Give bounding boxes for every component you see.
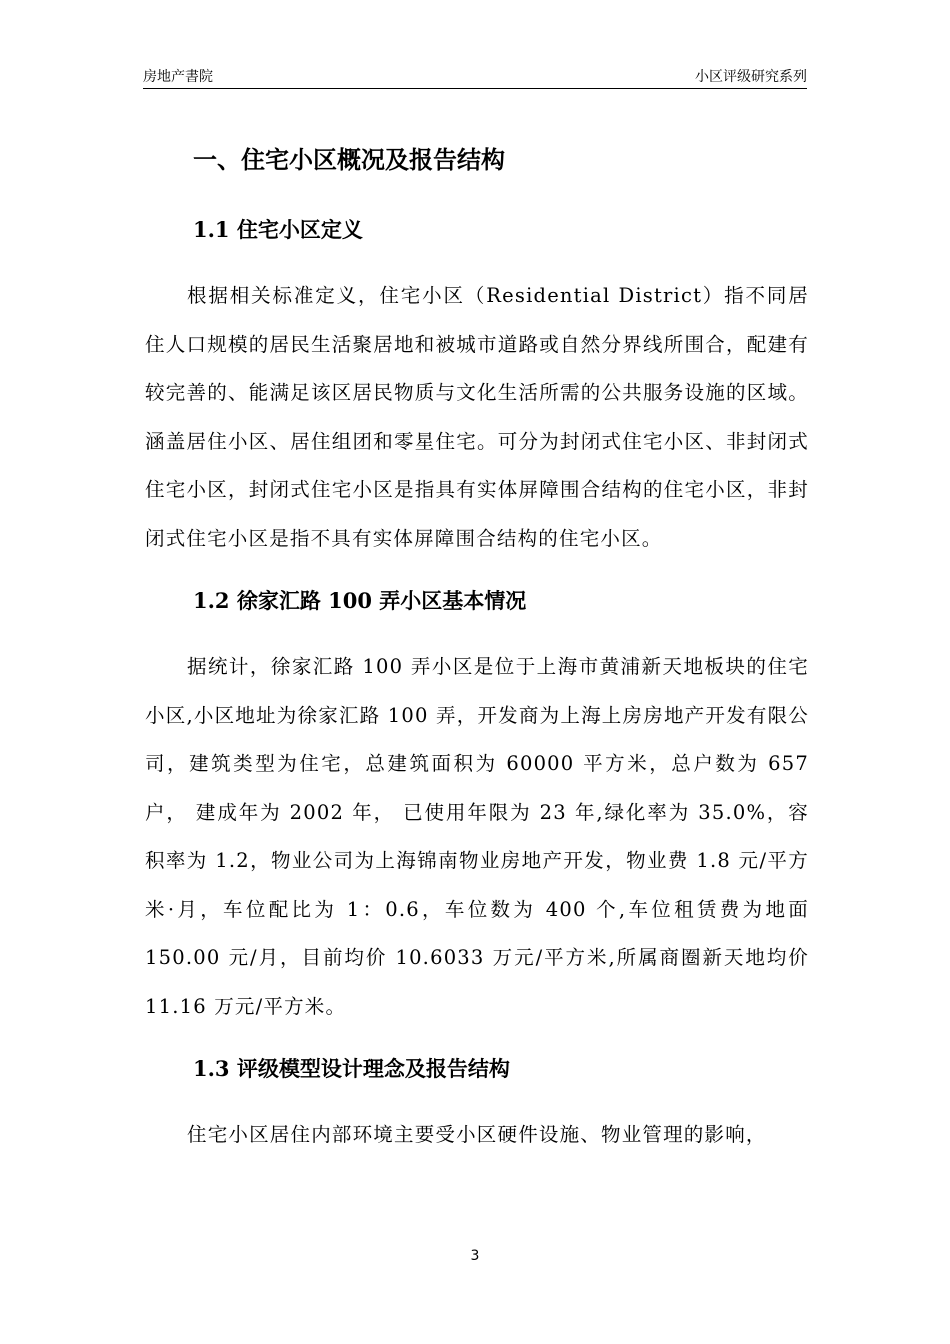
- subsection-heading-1-2: 1.2 徐家汇路 100 弄小区基本情况: [193, 588, 527, 613]
- paragraph-model-design: 住宅小区居住内部环境主要受小区硬件设施、物业管理的影响，: [187, 1123, 767, 1146]
- header-series-title: 小区评级研究系列: [695, 69, 807, 85]
- page-header: [143, 66, 807, 86]
- document-body: [145, 140, 809, 1160]
- section-title: 一、住宅小区概况及报告结构: [193, 145, 505, 174]
- paragraph-definition: 根据相关标准定义，住宅小区（Residential District）指不同居住人口规模的居民生活聚居地和被城市道路或自然分界线所围合，配建有较完善的、能满足该区居民物质与文化生活所需的公共服务设施的区域。涵盖居住小区、居住组团和零星住宅。可分为封闭式住宅小区、非封闭式住宅小区，封闭式住宅小区是指具有实体屏障围合结构的住宅小区，非封闭式住宅小区是指不具有实体屏障围合结构的住宅小区。: [145, 284, 809, 550]
- page-number: 3: [470, 1248, 480, 1264]
- subsection-heading-1-3: 1.3 评级模型设计理念及报告结构: [193, 1056, 510, 1081]
- paragraph-basic-info: 据统计，徐家汇路 100 弄小区是位于上海市黄浦新天地板块的住宅小区,小区地址为徐家汇路 100 弄，开发商为上海上房房地产开发有限公司，建筑类型为住宅，总建筑面积为 60000 平方米，总户数为 657 户， 建成年为 2002 年， 已使用年限为 23 年,绿化率为 35.0%，容积率为 1.2，物业公司为上海锦南物业房地产开发，物业费 1.8 元/平方米·月，车位配比为 1：0.6，车位数为 400 个,车位租赁费为地面 150.00 元/月，目前均价 10.6033 万元/平方米,所属商圈新天地均价 11.16 万元/平方米。: [145, 655, 809, 1018]
- header-publisher: 房地产書院: [143, 69, 213, 85]
- header-divider: [143, 88, 807, 89]
- subsection-heading-1-1: 1.1 住宅小区定义: [193, 217, 363, 242]
